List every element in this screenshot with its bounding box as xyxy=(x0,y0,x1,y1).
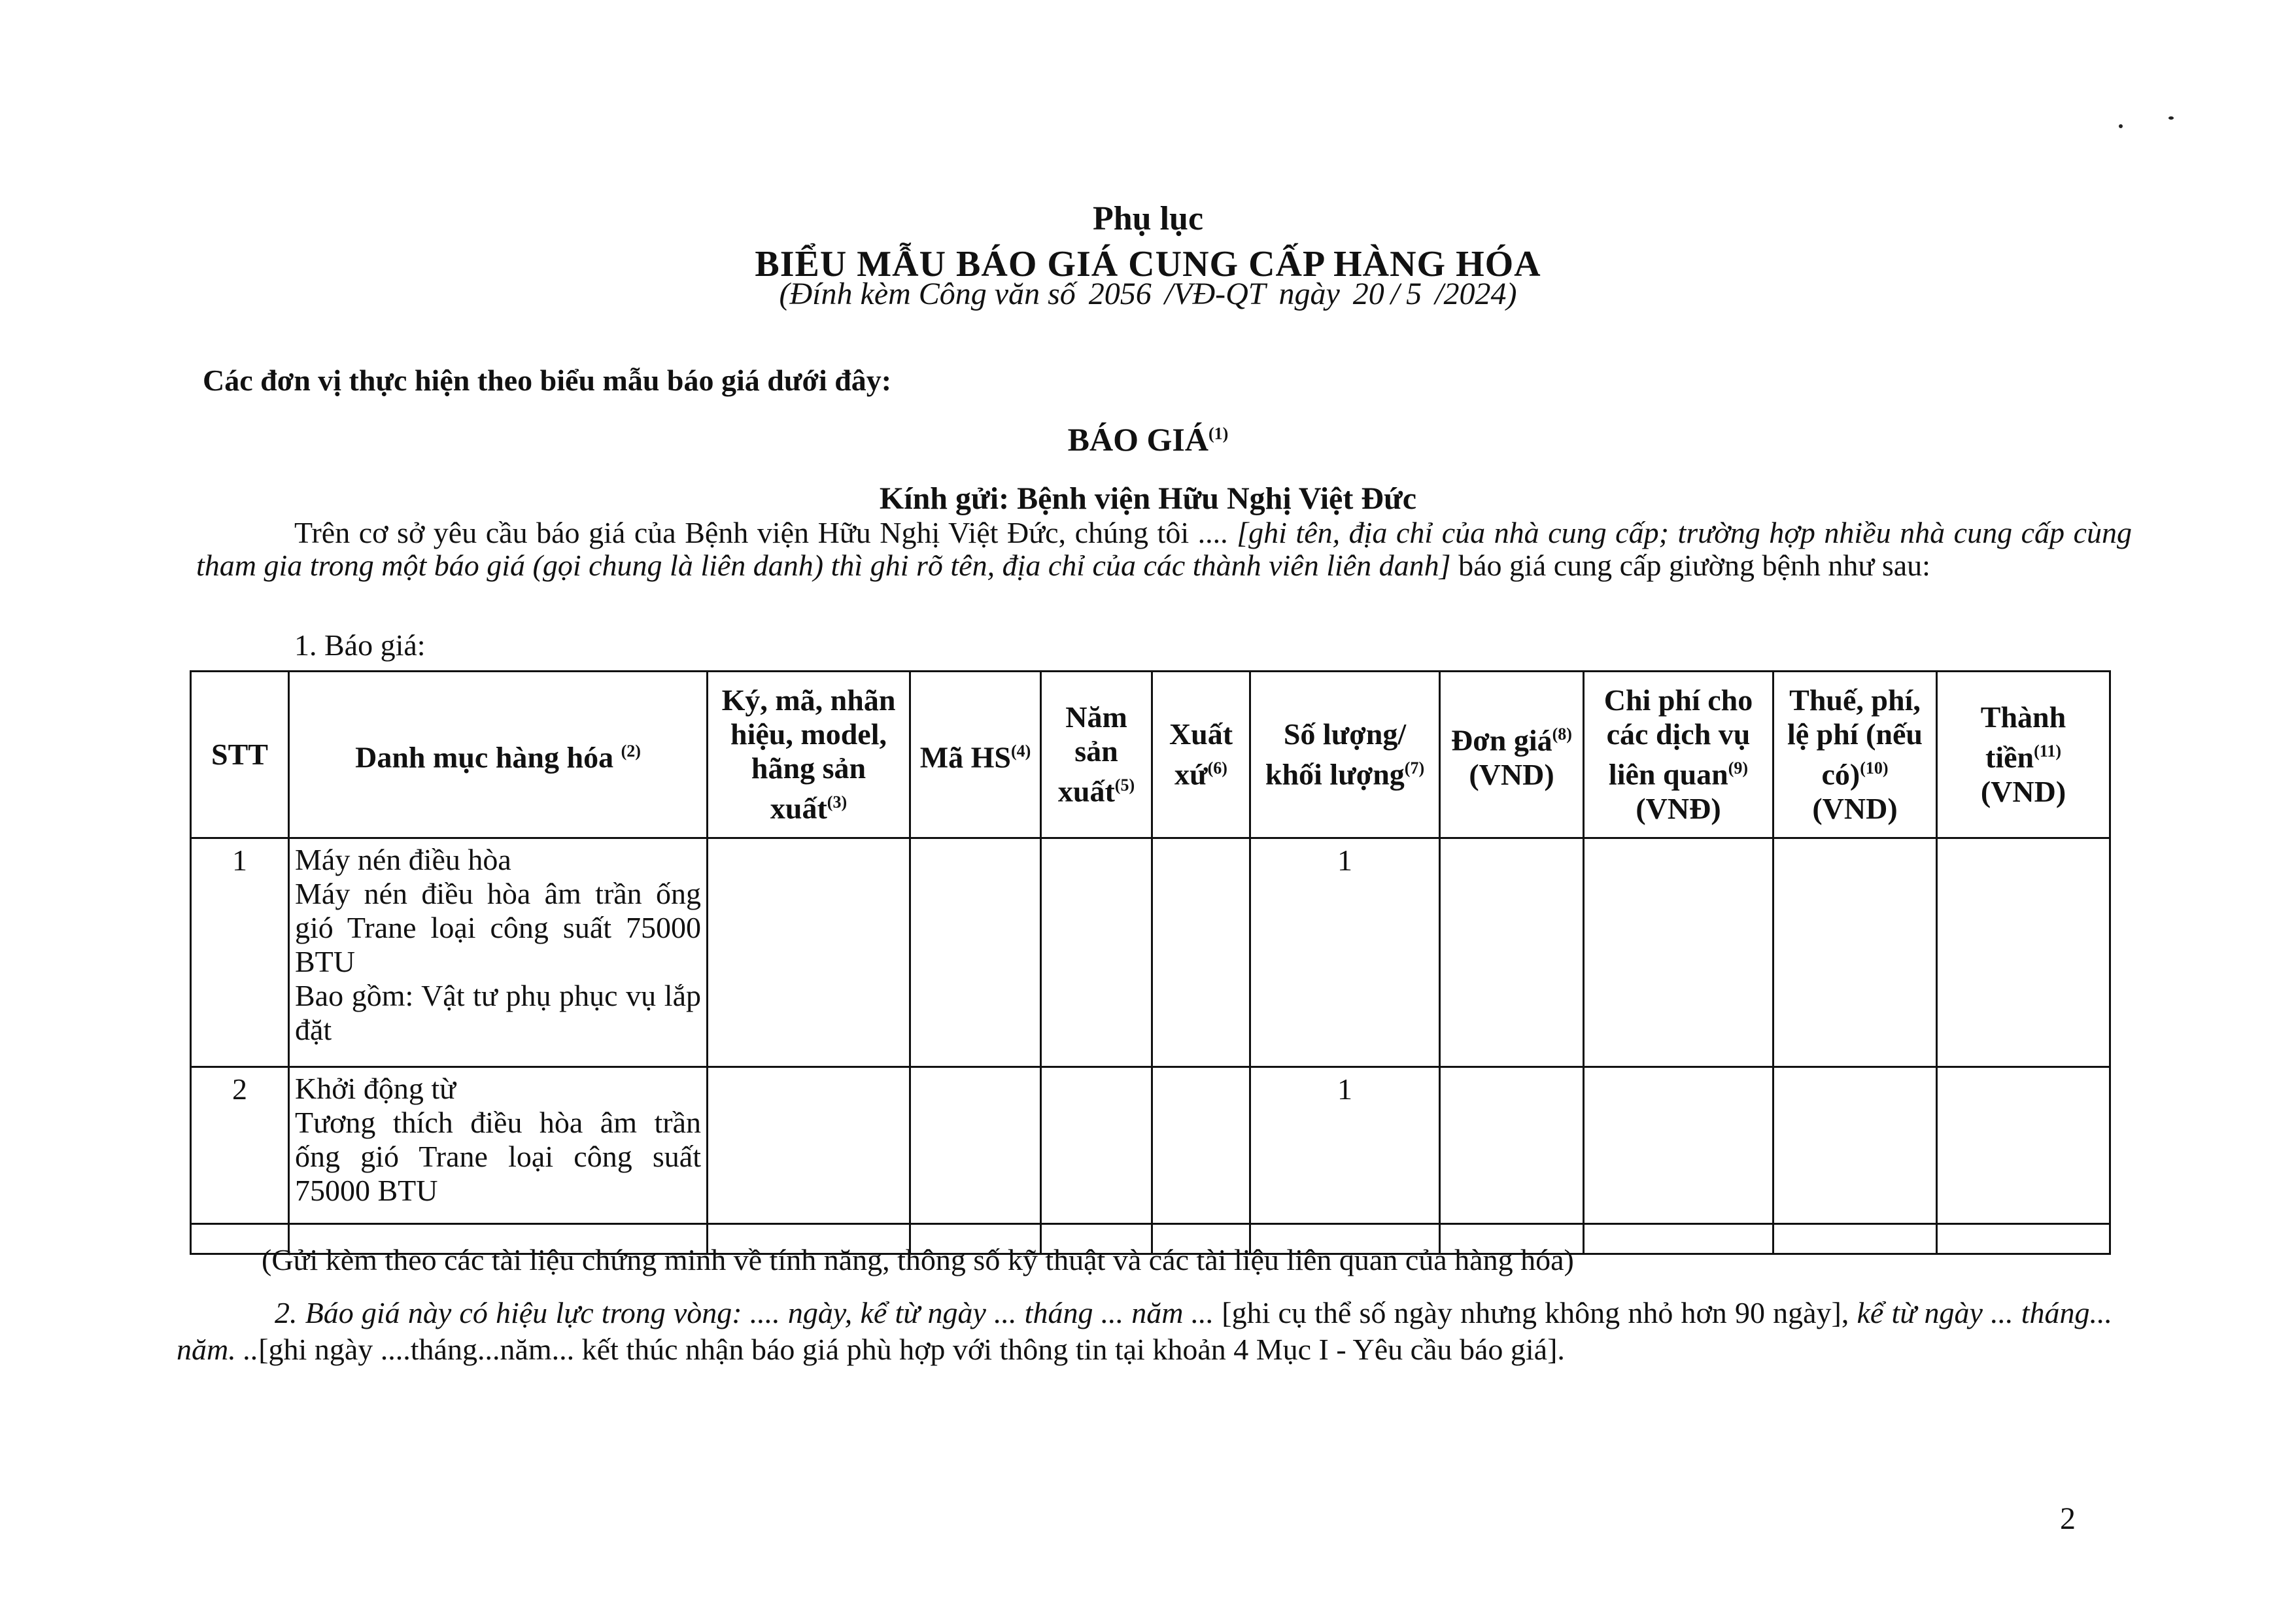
footnote-marker: (1) xyxy=(1208,424,1229,443)
cell-quantity: 1 xyxy=(1250,838,1440,1067)
header-quantity: Số lượng/ khối lượng$^{(7)}$ xyxy=(1250,672,1440,838)
quote-title: BÁO GIÁ xyxy=(1067,421,1208,458)
attachment-reference: (Đính kèm Công văn số 2056 /VĐ-QT ngày 20 / 5 /2024) xyxy=(779,277,1517,311)
item-name: Khởi động từ xyxy=(295,1072,456,1105)
form-title: BIỂU MẪU BÁO GIÁ CUNG CẤP HÀNG HÓA xyxy=(755,244,1541,284)
page-number: 2 xyxy=(2060,1501,2076,1536)
cell-total[interactable] xyxy=(1937,838,2110,1067)
item-name: Máy nén điều hòa xyxy=(295,843,511,876)
cell-empty xyxy=(1584,1224,1773,1254)
table-row xyxy=(191,838,2110,1067)
section-2-italic-1: 2. Báo giá này có hiệu lực trong vòng: .... ngày, kể từ ngày ... tháng ... năm ... xyxy=(275,1296,1214,1329)
document-suffix: /VĐ-QT xyxy=(1164,277,1266,311)
paragraph-start: Trên cơ sở yêu cầu báo giá của Bệnh viện Hữu Nghị Việt Đức, chúng tôi .... xyxy=(294,516,1228,549)
attachment-prefix: (Đính kèm Công văn số xyxy=(779,277,1076,311)
cell-goods xyxy=(289,838,708,1067)
table-header-row xyxy=(191,672,2110,838)
cell-service-cost[interactable] xyxy=(1584,838,1773,1067)
cell-hs-code[interactable] xyxy=(910,838,1041,1067)
cell-quantity: 1 xyxy=(1250,1067,1440,1224)
cell-goods xyxy=(289,1067,708,1224)
header-tax: Thuế, phí, lệ phí (nếu có)$^{(10)}$ (VND) xyxy=(1773,672,1937,838)
date-day: 20 xyxy=(1352,277,1384,311)
cell-service-cost[interactable] xyxy=(1584,1067,1773,1224)
scan-speck xyxy=(2168,116,2174,120)
header-hs-code: Mã HS$^{(4)}$ xyxy=(910,672,1041,838)
paragraph-bracket: [ghi tên, địa chỉ của nhà cung cấp; trường hợp nhiều nhà cung cấp cùng tham gia trong một báo giá (gọi chung là liên danh) thì ghi rõ tên, địa chỉ của các thành viên liên danh] xyxy=(196,516,2133,582)
header-unit-price: Đơn giá$^{(8)}$ (VND) xyxy=(1440,672,1584,838)
cell-tax[interactable] xyxy=(1773,1067,1937,1224)
section-2-plain-2: [ghi ngày ....tháng...năm... kết thúc nhận báo giá phù hợp với thông tin tại khoản 4 Mục I - Yêu cầu báo giá]. xyxy=(258,1333,1565,1366)
item-spec: Tương thích điều hòa âm trần ống gió Trane loại công suất 75000 BTU xyxy=(295,1106,701,1207)
date-label: ngày xyxy=(1278,277,1340,311)
header-service-cost: Chi phí cho các dịch vụ liên quan$^{(9)}$ (VNĐ) xyxy=(1584,672,1773,838)
cell-empty xyxy=(1773,1224,1937,1254)
header-goods: Danh mục hàng hóa $^{(2)}$ xyxy=(289,672,708,838)
header-year: Năm sản xuất$^{(5)}$ xyxy=(1041,672,1152,838)
appendix-label: Phụ lục xyxy=(1092,200,1204,237)
document-number: 2056 xyxy=(1088,277,1152,311)
header-total: Thành tiền$^{(11)}$ (VND) xyxy=(1937,672,2110,838)
section-2-italic-2: kể từ ngày ... tháng... năm. .. xyxy=(177,1296,2113,1366)
cell-stt: 1 xyxy=(191,838,289,1067)
cell-unit-price[interactable] xyxy=(1440,1067,1584,1224)
item-spec: Máy nén điều hòa âm trần ống gió Trane loại công suất 75000 BTU xyxy=(295,877,701,978)
body-paragraph xyxy=(196,517,2132,582)
cell-brand[interactable] xyxy=(708,838,910,1067)
section-2-plain-1: [ghi cụ thể số ngày nhưng không nhỏ hơn 90 ngày], xyxy=(1222,1296,1849,1329)
section-1-heading: 1. Báo giá: xyxy=(294,628,426,662)
header-brand: Ký, mã, nhãn hiệu, model, hãng sản xuất$^{(3)}$ xyxy=(708,672,910,838)
cell-stt: 2 xyxy=(191,1067,289,1224)
section-2-paragraph xyxy=(177,1295,2112,1368)
cell-origin[interactable] xyxy=(1152,1067,1250,1224)
scan-speck xyxy=(2119,124,2123,128)
date-month: 5 xyxy=(1406,277,1422,311)
intro-text: Các đơn vị thực hiện theo biểu mẫu báo giá dưới đây: xyxy=(203,364,892,397)
cell-unit-price[interactable] xyxy=(1440,838,1584,1067)
attachment-note: (Gửi kèm theo các tài liệu chứng minh về tính năng, thông số kỹ thuật và các tài liệu liên quan của hàng hóa) xyxy=(262,1243,1574,1276)
cell-origin[interactable] xyxy=(1152,838,1250,1067)
paragraph-end: báo giá cung cấp giường bệnh như sau: xyxy=(1458,549,1930,582)
recipient-line: Kính gửi: Bệnh viện Hữu Nghị Việt Đức xyxy=(879,481,1417,516)
cell-total[interactable] xyxy=(1937,1067,2110,1224)
cell-tax[interactable] xyxy=(1773,838,1937,1067)
cell-empty xyxy=(1937,1224,2110,1254)
header-stt: STT xyxy=(191,672,289,838)
quote-heading xyxy=(0,420,2296,458)
cell-year[interactable] xyxy=(1041,838,1152,1067)
quote-table xyxy=(190,670,2111,1255)
cell-brand[interactable] xyxy=(708,1067,910,1224)
cell-year[interactable] xyxy=(1041,1067,1152,1224)
item-extra: Bao gồm: Vật tư phụ phục vụ lắp đặt xyxy=(295,979,701,1046)
date-year: /2024) xyxy=(1435,277,1517,311)
table-row xyxy=(191,1067,2110,1224)
header-origin: Xuất xứ$^{(6)}$ xyxy=(1152,672,1250,838)
cell-hs-code[interactable] xyxy=(910,1067,1041,1224)
